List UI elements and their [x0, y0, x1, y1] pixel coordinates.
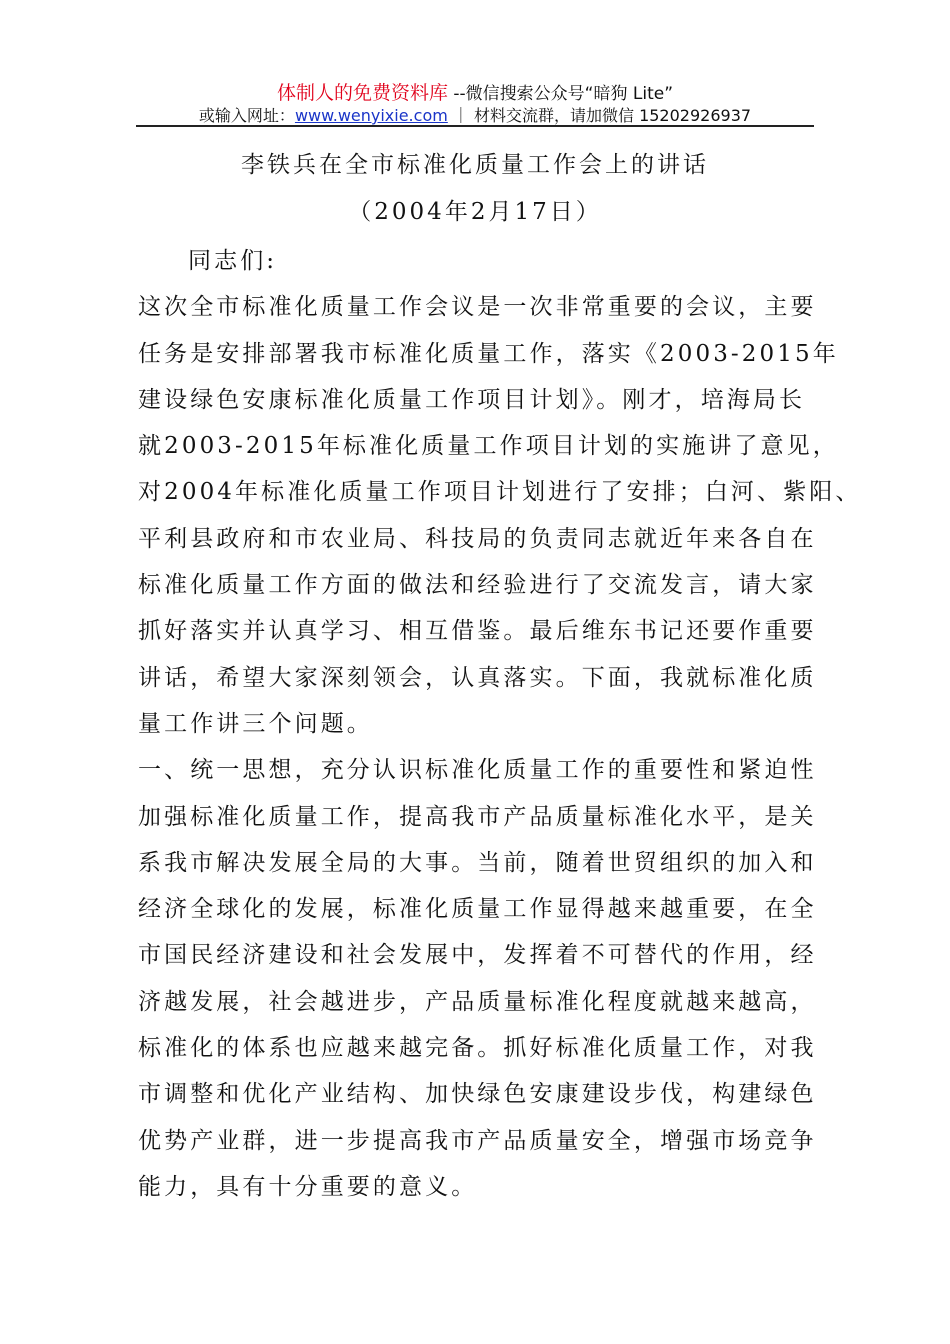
contact-text: ｜ 材料交流群，请加微信 15202926937: [447, 106, 752, 125]
text-line: 市调整和优化产业结构、加快绿色安康建设步伐，构建绿色: [138, 1081, 817, 1108]
text-line: 市国民经济建设和社会发展中，发挥着不可替代的作用，经: [138, 942, 817, 969]
text-line: 一、统一思想，充分认识标准化质量工作的重要性和紧迫性: [138, 757, 817, 784]
document-date: （2004年2月17日）: [348, 199, 602, 225]
text-line: 济越发展，社会越进步，产品质量标准化程度就越来越高，: [138, 988, 817, 1015]
text-line: 这次全市标准化质量工作会议是一次非常重要的会议，主要: [138, 294, 817, 321]
text-line: 加强标准化质量工作，提高我市产品质量标准化水平，是关: [138, 803, 817, 830]
text-line: 标准化的体系也应越来越完备。抓好标准化质量工作，对我: [138, 1035, 817, 1062]
text-line: 抓好落实并认真学习、相互借鉴。最后维东书记还要作重要: [138, 618, 817, 645]
text-line: 能力，具有十分重要的意义。: [138, 1173, 478, 1200]
promo-red-text: 体制人的免费资料库: [276, 82, 448, 104]
text-line: 量工作讲三个问题。: [138, 710, 373, 737]
text-line: 讲话，希望大家深刻领会，认真落实。下面，我就标准化质: [138, 664, 817, 691]
text-line: 同志们:: [188, 248, 278, 274]
text-line: 任务是安排部署我市标准化质量工作，落实《2003-2015年: [138, 340, 839, 367]
text-line: 经济全球化的发展，标准化质量工作显得越来越重要，在全: [138, 896, 817, 923]
promo-text: --微信搜索公众号“暗狗 Lite”: [448, 84, 674, 104]
text-line: 就2003-2015年标准化质量工作项目计划的实施讲了意见，: [138, 433, 839, 460]
promo-header: [0, 78, 950, 105]
header-divider: [136, 125, 814, 127]
website-link[interactable]: www.wenyixie.com: [294, 106, 448, 125]
document-body: [138, 238, 862, 1210]
text-line: 标准化质量工作方面的做法和经验进行了交流发言，请大家: [138, 572, 817, 599]
url-prefix: 或输入网址：: [198, 106, 295, 125]
promo-subheader: [0, 103, 950, 126]
text-line: 对2004年标准化质量工作项目计划进行了安排；白河、紫阳、: [138, 479, 862, 506]
text-line: 建设绿色安康标准化质量工作项目计划》。刚才，培海局长: [138, 386, 806, 413]
text-line: 优势产业群，进一步提高我市产品质量安全，增强市场竞争: [138, 1127, 817, 1154]
document-title: 李铁兵在全市标准化质量工作会上的讲话: [241, 152, 709, 178]
text-line: 系我市解决发展全局的大事。当前，随着世贸组织的加入和: [138, 849, 817, 876]
text-line: 平利县政府和市农业局、科技局的负责同志就近年来各自在: [138, 525, 817, 552]
